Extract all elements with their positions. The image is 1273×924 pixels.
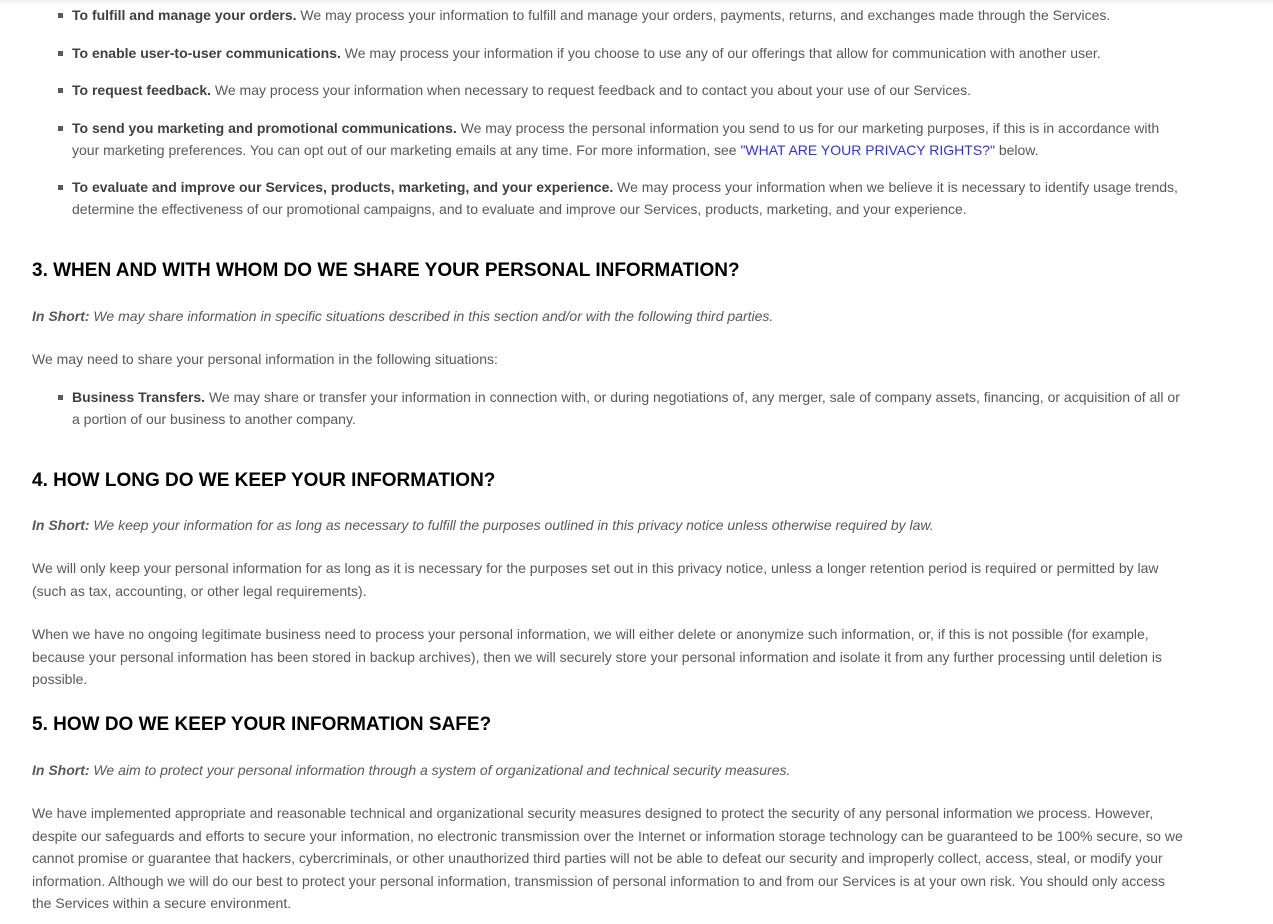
retention-paragraph: When we have no ongoing legitimate business need to process your personal information, we will either delete or anonymize such information, or, if this is not possible (for example, because your personal information has been stored in backup archives), then we will securely store your personal information and isolate it from any further processing until deletion is possible. <box>32 626 1162 687</box>
section-heading-safety: 5. HOW DO WE KEEP YOUR INFORMATION SAFE? <box>32 713 492 735</box>
list-item-title: To fulfill and manage your orders. <box>72 7 297 23</box>
in-short-summary <box>32 305 1188 328</box>
list-item <box>32 4 1188 27</box>
list-item-text: We may process your information when necessary to request feedback and to contact you about your use of our Services. <box>211 82 972 98</box>
security-paragraph: We have implemented appropriate and reasonable technical and organizational security measures designed to protect the security of any personal information we process. However, despite our safeguards and efforts to secure your information, no electronic transmission over the Internet or information storage technology can be guaranteed to be 100% secure, so we cannot promise or guarantee that hackers, cybercriminals, or other unauthorized third parties will not be able to defeat our security and improperly collect, access, steal, or modify your information. Although we will do our best to protect your personal information, transmission of personal information to and from our Services is at your own risk. You should only access the Services within a secure environment. <box>32 805 1183 911</box>
in-short-summary <box>32 759 1188 782</box>
retention-paragraph: We will only keep your personal information for as long as it is necessary for the purposes set out in this privacy notice, unless a longer retention period is required or permitted by law (such as tax, accounting, or other legal requirements). <box>32 560 1159 599</box>
list-item <box>32 79 1188 102</box>
privacy-notice-content <box>32 4 1188 915</box>
list-item <box>32 386 1188 431</box>
section-heading-share: 3. WHEN AND WITH WHOM DO WE SHARE YOUR PERSONAL INFORMATION? <box>32 259 740 281</box>
list-item-text: We may process your information when we believe it is necessary to identify usage trends, determine the effectiveness of our promotional campaigns, and to evaluate and improve our Services, products, marketing, and your experience. <box>72 178 1178 217</box>
list-item-text: We may process the personal information you send to us for our marketing purposes, if this is in accordance with your marketing preferences. You can opt out of our marketing emails at any time. For more information, see <box>72 119 1160 158</box>
list-item-title: Business Transfers. <box>72 388 206 405</box>
in-short-summary <box>32 514 1188 537</box>
in-short-label: In Short: <box>32 307 90 324</box>
section-intro: We may need to share your personal information in the following situations: <box>32 351 498 367</box>
square-bullet-icon <box>58 126 63 131</box>
in-short-text: We keep your information for as long as necessary to fulfill the purposes outlined in this privacy notice unless otherwise required by law. <box>89 516 934 533</box>
list-item <box>32 42 1188 65</box>
square-bullet-icon <box>58 185 63 190</box>
list-item-text: We may share or transfer your information in connection with, or during negotiations of, any merger, sale of company assets, financing, or acquisition of all or a portion of our business to another company. <box>72 388 1180 427</box>
sharing-situations-list <box>32 386 1188 431</box>
square-bullet-icon <box>58 88 63 93</box>
list-item-text-after: below. <box>994 142 1039 158</box>
square-bullet-icon <box>58 395 63 400</box>
list-item-title: To enable user-to-user communications. <box>72 44 341 61</box>
square-bullet-icon <box>58 13 63 18</box>
list-item-text: We may process your information if you choose to use any of our offerings that allow for communication with another user. <box>340 44 1101 61</box>
purposes-list <box>32 4 1188 221</box>
list-item-text: We may process your information to fulfill and manage your orders, payments, returns, and exchanges made through the Services. <box>296 7 1111 23</box>
section-heading-retention: 4. HOW LONG DO WE KEEP YOUR INFORMATION? <box>32 469 496 491</box>
privacy-rights-link[interactable]: "WHAT ARE YOUR PRIVACY RIGHTS?" <box>740 142 995 158</box>
list-item-title: To send you marketing and promotional communications. <box>72 119 457 136</box>
list-item-title: To request feedback. <box>72 82 212 98</box>
in-short-label: In Short: <box>32 761 90 778</box>
square-bullet-icon <box>58 51 63 56</box>
in-short-text: We aim to protect your personal information through a system of organizational and technical security measures. <box>89 761 791 778</box>
in-short-label: In Short: <box>32 516 90 533</box>
list-item-title: To evaluate and improve our Services, products, marketing, and your experience. <box>72 178 614 195</box>
list-item <box>32 117 1188 162</box>
in-short-text: We may share information in specific situations described in this section and/or with the following third parties. <box>89 307 774 324</box>
list-item <box>32 176 1188 221</box>
